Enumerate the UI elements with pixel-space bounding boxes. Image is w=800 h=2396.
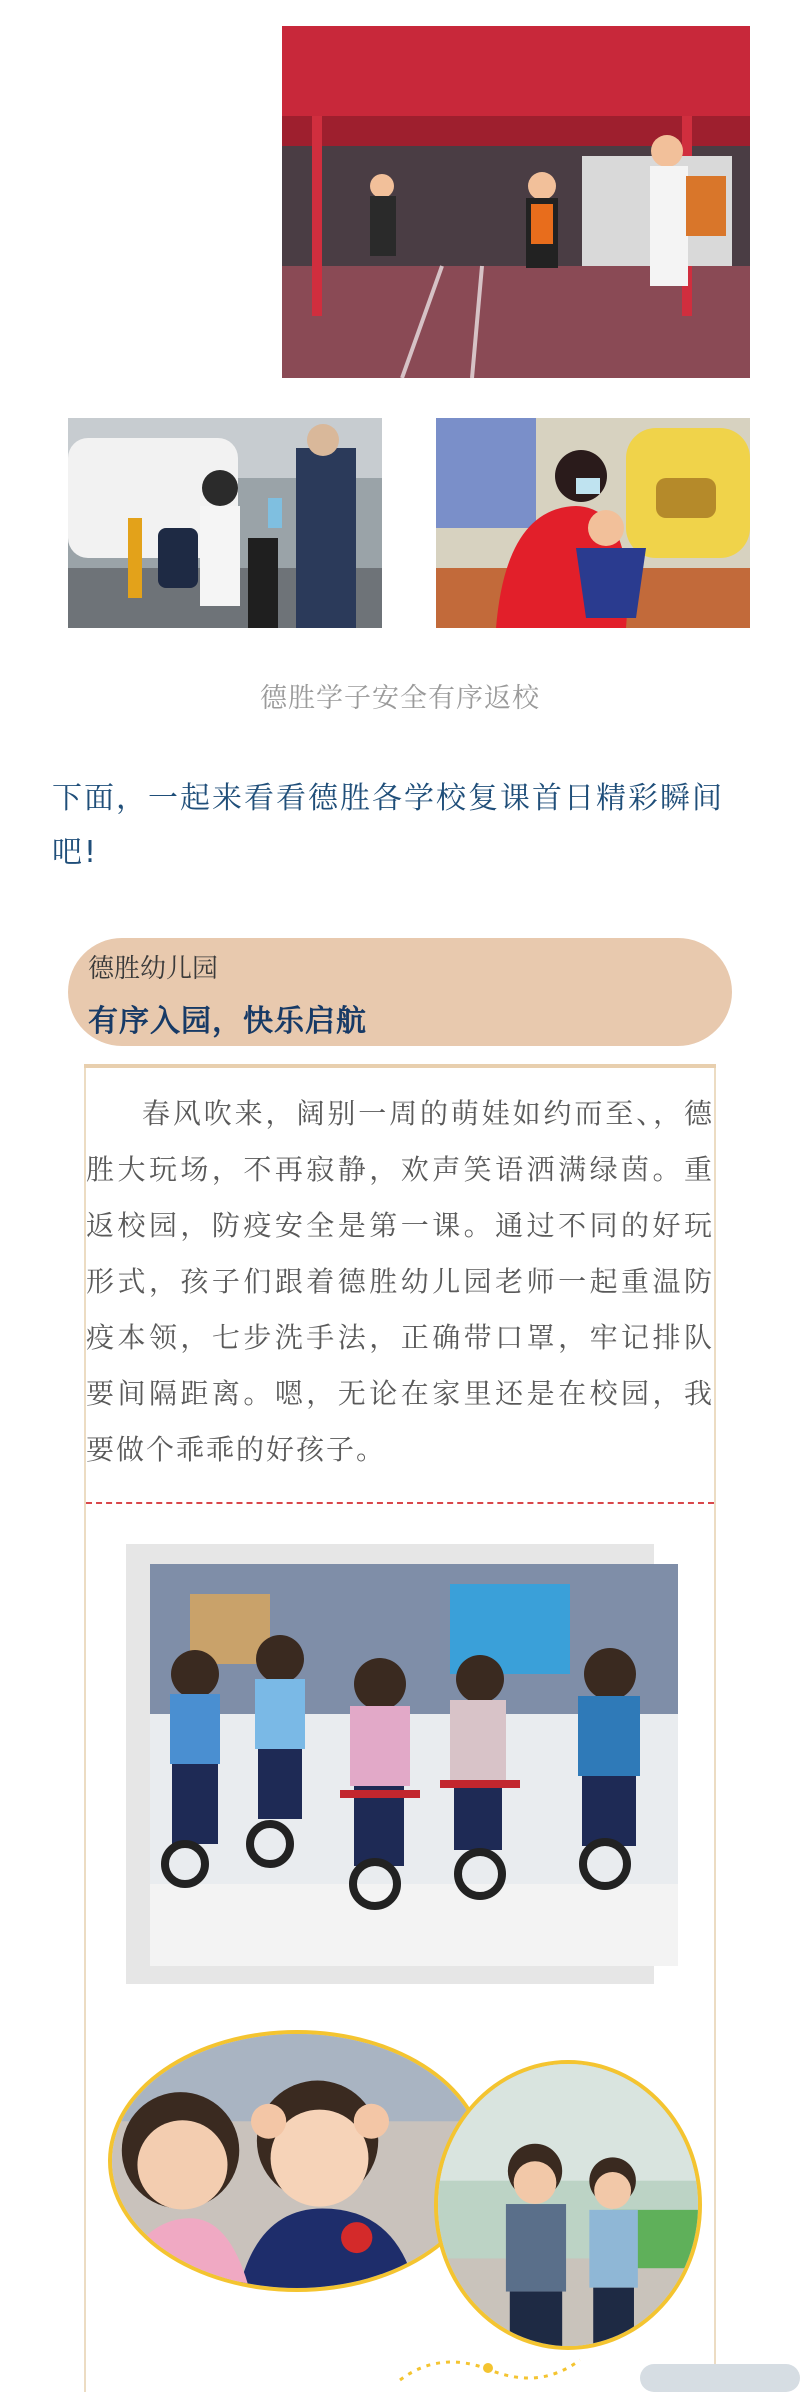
- decorative-dotted-swirl: [380, 2340, 800, 2392]
- photo-oval-boys-with-backpacks: [434, 2060, 702, 2350]
- section-title: 有序入园，快乐启航: [88, 1004, 367, 1039]
- dashed-divider: [86, 1502, 714, 1504]
- photo-kids-balance-bikes: [150, 1564, 678, 1966]
- intro-paragraph: 下面，一起来看看德胜各学校复课首日精彩瞬间吧!: [52, 781, 724, 870]
- photo-teacher-hugging-child: [436, 418, 750, 628]
- photo-caption: 德胜学子安全有序返校: [260, 683, 540, 714]
- photo-school-gate-canopy: [282, 26, 750, 378]
- section-body-text: 春风吹来，阔别一周的萌娃如约而至、，德胜大玩场，不再寂静，欢声笑语洒满绿茵。重返校园，防疫安全是第一课。通过不同的好玩形式，孩子们跟着德胜幼儿园老师一起重温防疫本领，七步洗手法，正确带口罩，牢记排队要间隔距离。嗯，无论在家里还是在校园，我要做个乖乖的好孩子。: [86, 1097, 714, 1466]
- photo-oval-girls-heart-gesture: [108, 2030, 486, 2292]
- panel-top-divider: [84, 1064, 716, 1068]
- photo-student-hand-sanitizer: [68, 418, 382, 628]
- section-subtitle: 德胜幼儿园: [88, 954, 219, 984]
